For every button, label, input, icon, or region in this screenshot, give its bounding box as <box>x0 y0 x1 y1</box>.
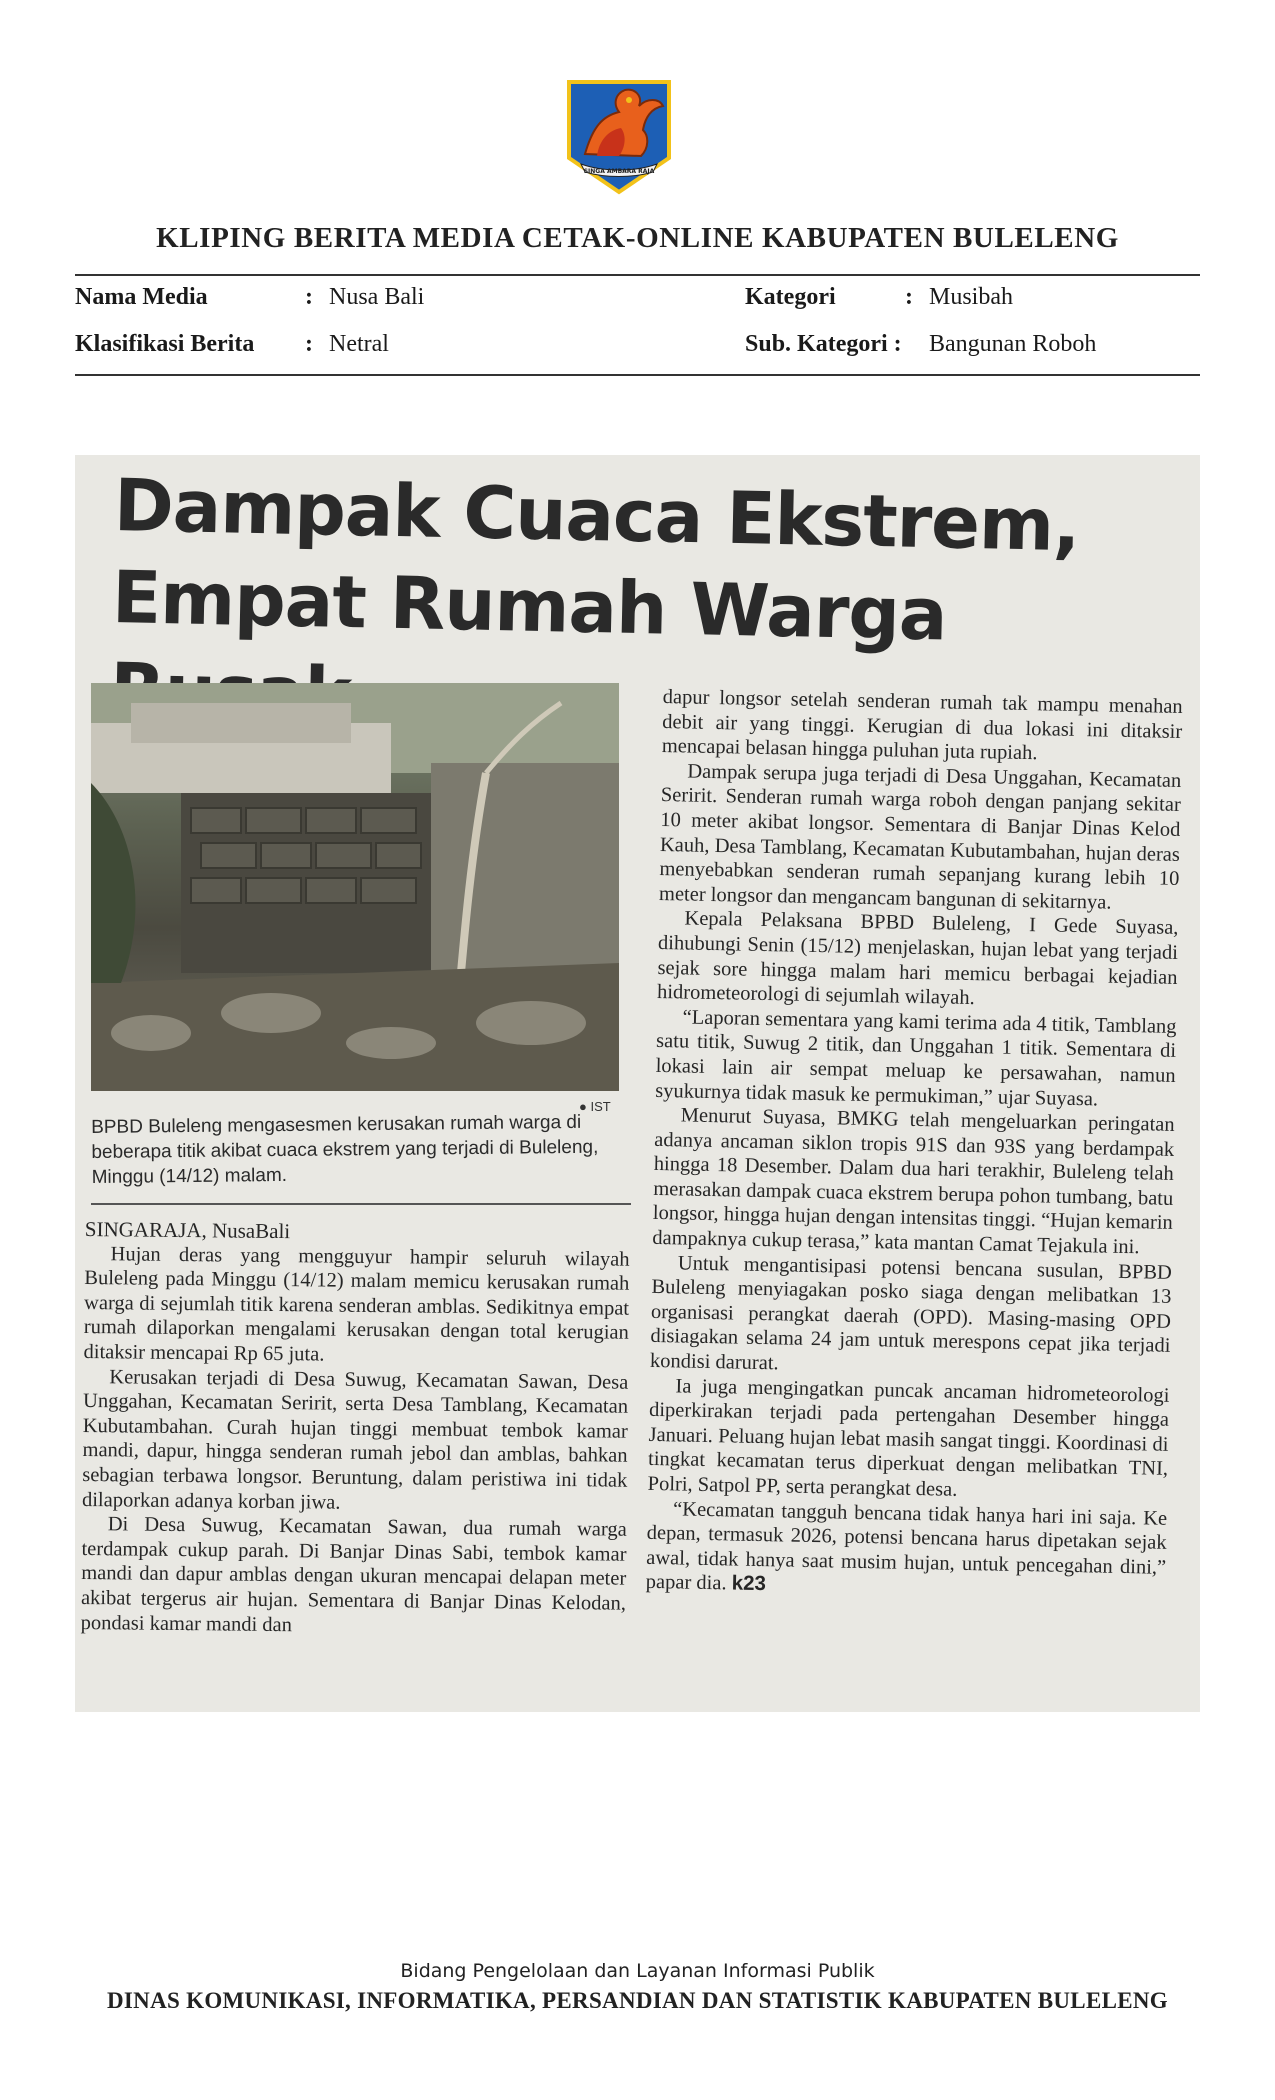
regency-emblem-logo <box>563 76 675 196</box>
media-name-value: Nusa Bali <box>329 284 425 310</box>
subcategory-label: Sub. Kategori : <box>745 331 902 357</box>
footer-agency: DINAS KOMUNIKASI, INFORMATIKA, PERSANDIAN DAN STATISTIK KABUPATEN BULELENG <box>107 1988 1168 2013</box>
header-divider <box>75 274 1200 276</box>
photo-credit: ● IST <box>579 1099 611 1114</box>
classification-row: Klasifikasi Berita : Netral <box>75 331 389 357</box>
photo-caption: BPBD Buleleng mengasesmen kerusakan rumah warga di beberapa titik akibat cuaca ekstrem yang terjadi di Buleleng, Minggu (14/12) malam. <box>91 1111 599 1188</box>
svg-text:SINGA AMBARA RAJA: SINGA AMBARA RAJA <box>583 168 655 175</box>
headline-line-1: Dampak Cuaca Ekstrem, <box>113 462 1081 568</box>
footer-unit: Bidang Pengelolaan dan Layanan Informasi Publik <box>400 1960 875 1982</box>
article-paragraph: Kerusakan terjadi di Desa Suwug, Kecamatan Sawan, Desa Unggahan, Kecamatan Seririt, serta Desa Tamblang, Kecamatan Kubutambahan. Curah hujan tinggi membuat tembok kamar mandi, dapur, hingga senderan rumah jebol dan amblas, bahkan sebagian terbawa longsor. Beruntung, dalam peristiwa ini tidak dilaporkan adanya korban jiwa. <box>81 1365 629 1514</box>
article-paragraph: Menurut Suyasa, BMKG telah mengeluarkan peringatan adanya ancaman siklon tropis 91S dan 93S yang berdampak hingga 18 Desember. Dalam dua hari terakhir, Buleleng telah merasakan dampak cuaca ekstrem berupa pohon tumbang, batu longsor, hingga hujan dengan intensitas tinggi. “Hujan kemarin dampaknya cukup terasa,” kata mantan Camat Tejakula ini. <box>652 1104 1175 1259</box>
category-label: Kategori <box>745 284 836 310</box>
article-paragraph: dapur longsor setelah senderan rumah tak mampu menahan debit air yang tinggi. Kerugian di dua lokasi ini ditaksir mencapai belasan hingga puluhan juta rupiah. <box>661 685 1183 765</box>
article-column-right <box>646 685 1183 1605</box>
article-column-left <box>81 1217 630 1641</box>
media-name-label: Nama Media <box>75 284 208 310</box>
caption-divider <box>91 1203 631 1205</box>
article-paragraph: Untuk mengantisipasi potensi bencana susulan, BPBD Buleleng menyiagakan posko siaga dengan melibatkan 13 organisasi perangkat daerah (OPD). Masing-masing OPD disiagakan selama 24 jam untuk merespons cepat jika terjadi kondisi darurat. <box>649 1252 1173 1375</box>
article-dateline: SINGARAJA, NusaBali <box>84 1217 291 1244</box>
subcategory-value: Bangunan Roboh <box>929 331 1097 357</box>
category-value: Musibah <box>929 284 1013 310</box>
article-paragraph: Kepala Pelaksana BPBD Buleleng, I Gede Suyasa, dihubungi Senin (15/12) menjelaskan, hujan lebat yang terjadi sejak sore hingga malam hari memicu berbagai kejadian hidrometeorologi di sejumlah wilayah. <box>656 907 1179 1010</box>
document-title: KLIPING BERITA MEDIA CETAK-ONLINE KABUPATEN BULELENG <box>156 222 1119 254</box>
article-closing-text: “Kecamatan tangguh bencana tidak hanya hari ini saja. Ke depan, termasuk 2026, potensi bencana harus dipetakan sejak awal, tidak hanya saat musim hujan, untuk pencegahan dini,” papar dia. <box>645 1497 1168 1595</box>
classification-value: Netral <box>329 331 389 357</box>
article-paragraph: Di Desa Suwug, Kecamatan Sawan, dua rumah warga terdampak cukup parah. Di Banjar Dinas Sabi, tembok kamar mandi dan dapur amblas dengan ukuran mencapai delapan meter akibat tergerus air hujan. Sementara di Banjar Dinas Kelodan, pondasi kamar mandi dan <box>80 1513 627 1636</box>
newspaper-clipping <box>75 455 1200 1712</box>
article-paragraph-last <box>646 1496 1168 1604</box>
headline-line-2: Empat Rumah Warga <box>111 554 948 657</box>
article-paragraph: Dampak serupa juga terjadi di Desa Unggahan, Kecamatan Seririt. Senderan rumah warga roboh dengan panjang sekitar 10 meter akibat longsor. Sementara di Banjar Dinas Kelod Kauh, Desa Tamblang, Kecamatan Kubutambahan, hujan deras menyebabkan senderan rumah sepanjang kurang lebih 10 meter longsor dan mengancam bangunan di sekitarnya. <box>658 760 1182 914</box>
media-name-row: Nama Media : Nusa Bali <box>75 284 425 310</box>
article-paragraph: “Laporan sementara yang kami terima ada 4 titik, Tamblang satu titik, Suwug 2 titik, dan Unggahan 1 titik. Sementara di lokasi lain air sempat meluap ke persawahan, namun syukurnya tidak masuk ke permukiman,” ujar Suyasa. <box>655 1006 1177 1110</box>
subcategory-row <box>745 331 1096 358</box>
author-signature: k23 <box>731 1571 767 1596</box>
article-photo <box>91 683 619 1091</box>
classification-label: Klasifikasi Berita <box>75 331 255 357</box>
category-row: Kategori : Musibah <box>745 284 1013 310</box>
article-paragraph: Ia juga mengingatkan puncak ancaman hidrometeorologi diperkirakan terjadi pada pertengahan Desember hingga Januari. Peluang hujan lebat masih sangat tinggi. Koordinasi di tingkat kecamatan terus diperkuat dengan melibatkan TNI, Polri, Satpol PP, serta perangkat desa. <box>647 1374 1170 1501</box>
article-paragraph: Hujan deras yang mengguyur hampir seluruh wilayah Buleleng pada Minggu (14/12) malam memicu kerusakan rumah warga di sejumlah titik karena senderan amblas. Sedikitnya empat rumah dilaporkan mengalami kerusakan dengan total kerugian ditaksir mencapai Rp 65 juta. <box>83 1242 630 1366</box>
meta-divider <box>75 374 1200 376</box>
